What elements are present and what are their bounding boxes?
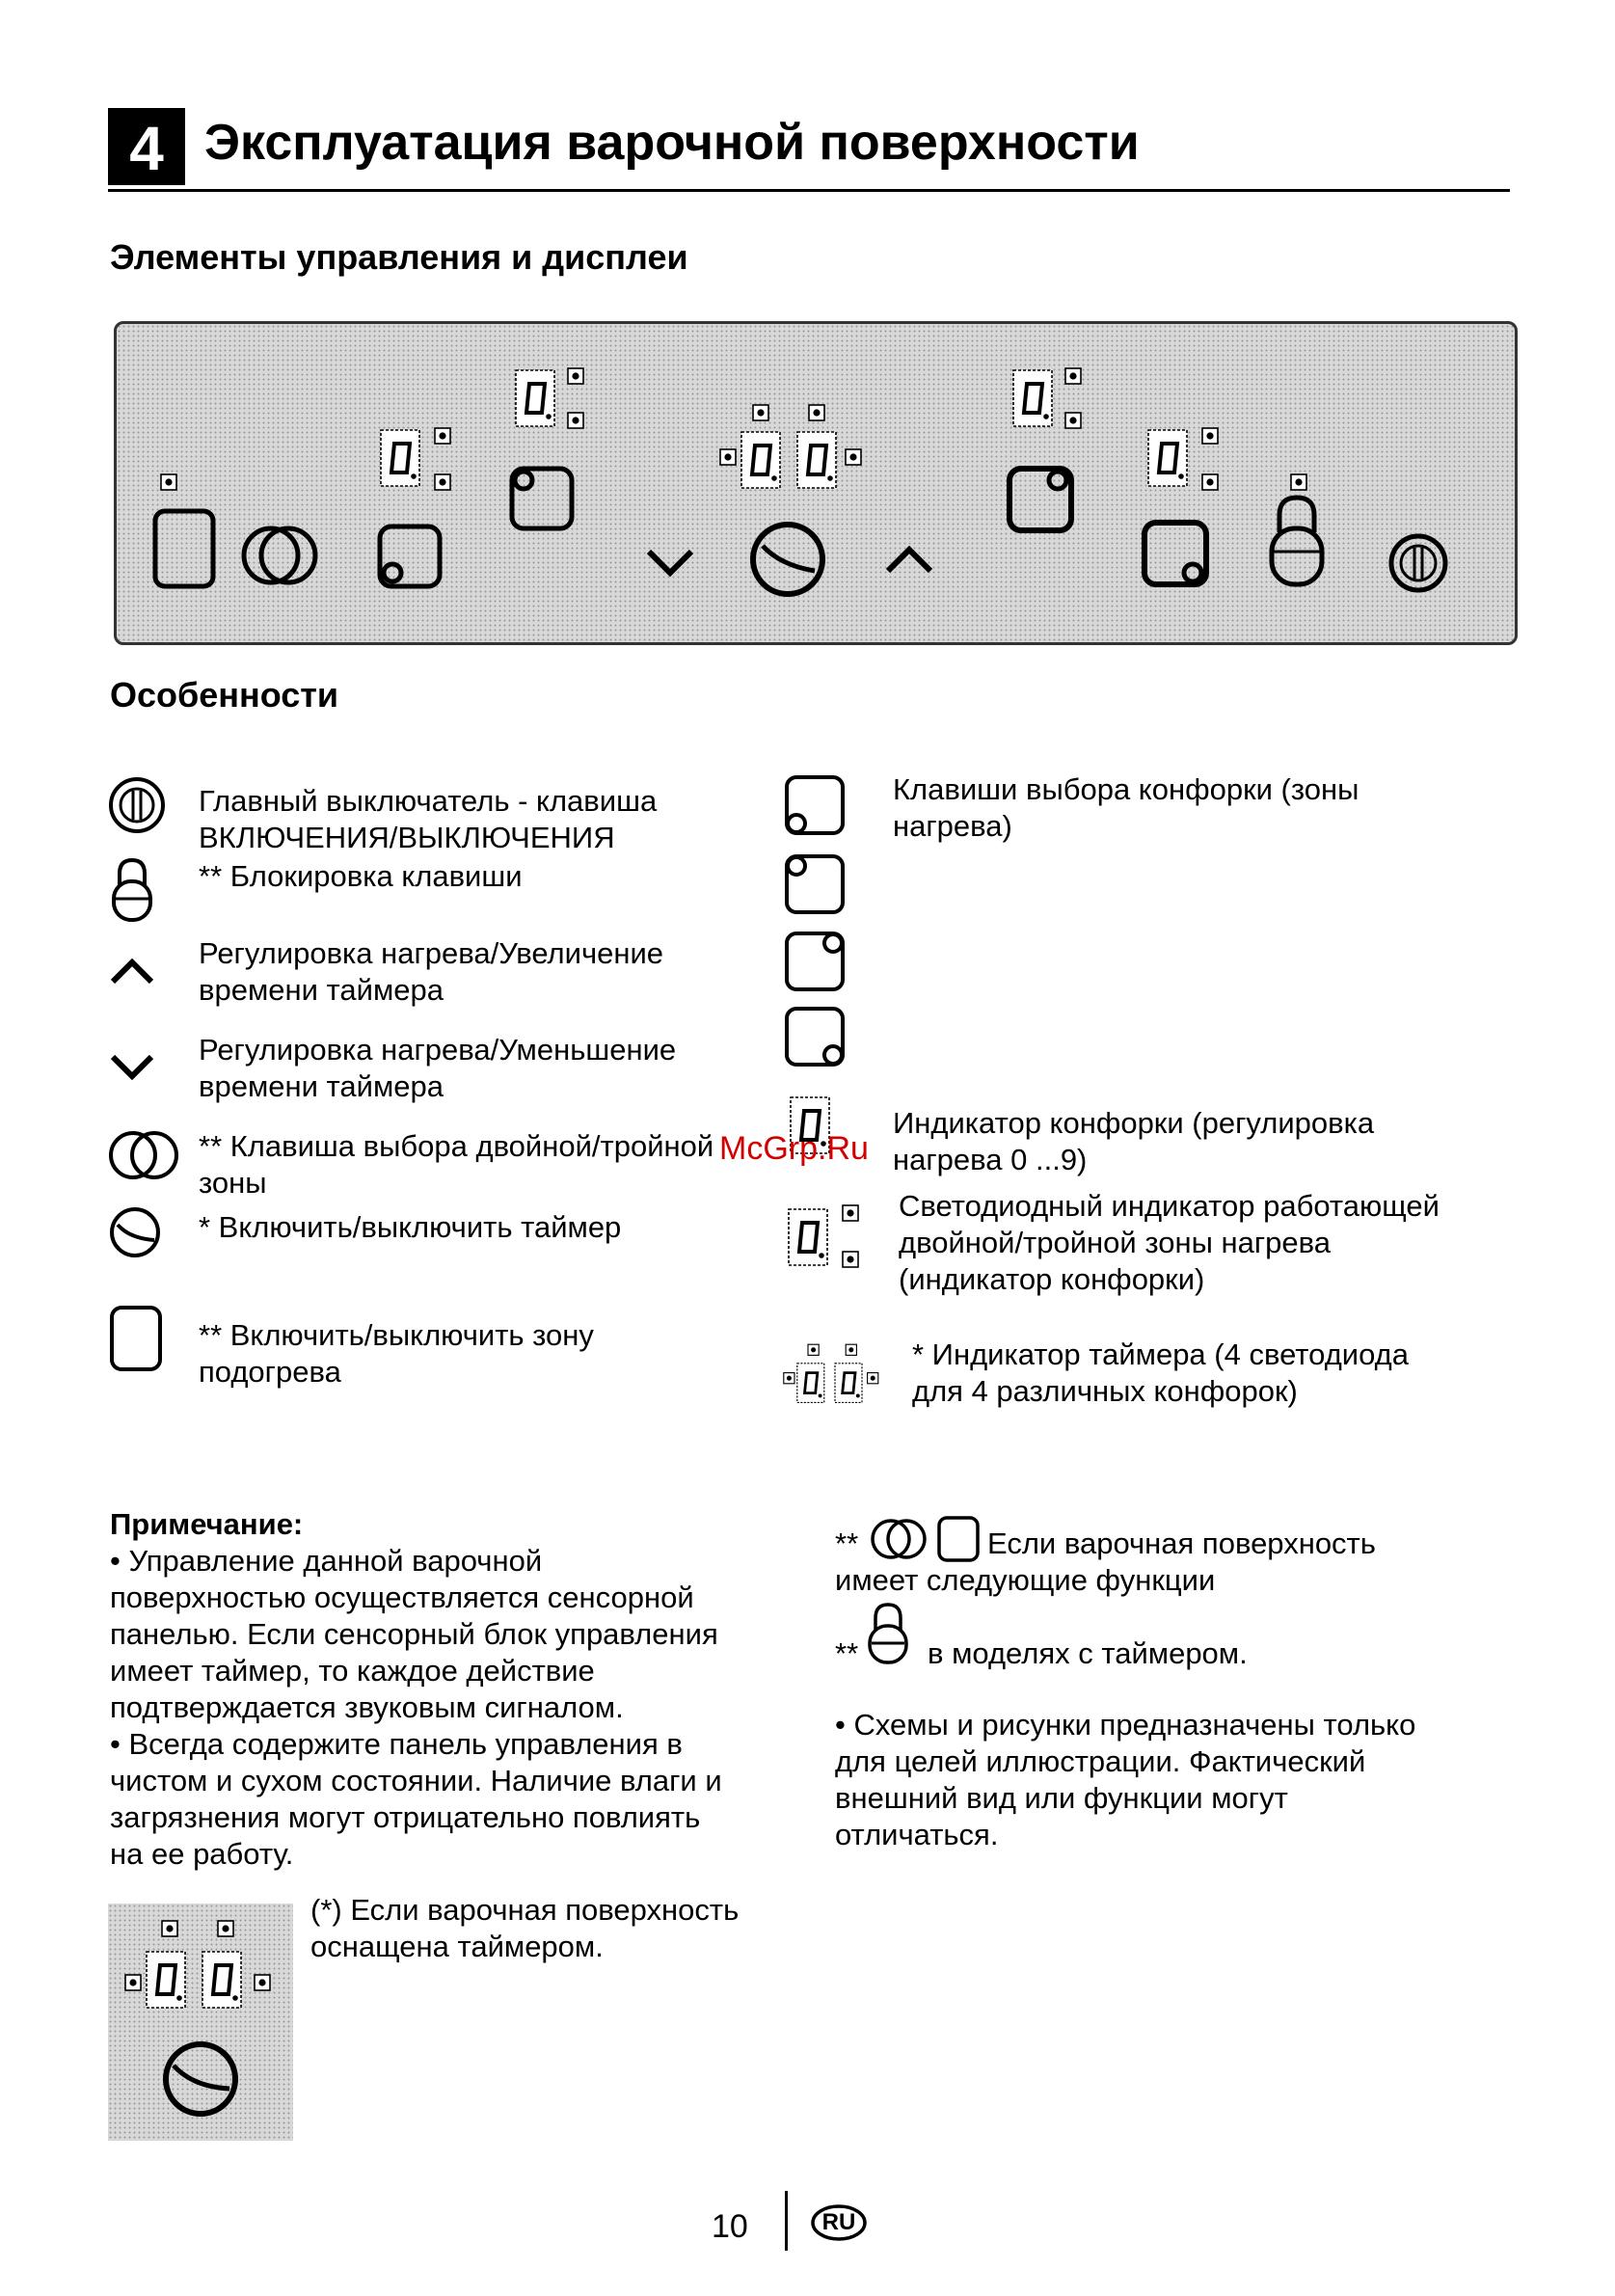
note-right-stars-2: ** [835, 1636, 859, 1670]
note-right-line2: имеет следующие функции [835, 1563, 1216, 1597]
feature-up-text: Регулировка нагрева/Увеличение времени таймера [199, 936, 664, 1007]
timer-indicator-icon [781, 1340, 897, 1419]
zone-indicator-rear-right [1013, 370, 1052, 426]
control-panel [114, 321, 1518, 645]
note-right-line3: в моделях с таймером. [928, 1636, 1248, 1670]
zone-indicator-rear-left [516, 370, 554, 426]
note-title: Примечание: [110, 1507, 304, 1541]
feature-timer-text: * Включить/выключить таймер [199, 1210, 622, 1244]
feature-zone-indicator-text: Индикатор конфорки (регулировка нагрева 0 ...9) [893, 1106, 1375, 1176]
language-badge [810, 2203, 868, 2242]
timer-display-units [797, 432, 836, 488]
controls-heading: Элементы управления и дисплеи [110, 237, 688, 277]
feature-timer-indicator-text: * Индикатор таймера (4 светодиода для 4 различных конфорок) [912, 1337, 1409, 1408]
timer-note: (*) Если варочная поверхность оснащена таймером. [310, 1893, 740, 1963]
power-icon [108, 776, 166, 834]
lock-icon-small [866, 1601, 910, 1666]
timer-icon [108, 1205, 162, 1259]
warming-zone-led [161, 474, 176, 490]
plus-button [888, 550, 930, 571]
lock-icon [110, 856, 154, 924]
page-title: Эксплуатация варочной поверхности [204, 115, 1140, 171]
page-number: 10 [712, 2208, 748, 2245]
zone-indicator-front-left [381, 430, 419, 486]
timer-display-tens [741, 432, 780, 488]
zone-front-right-button [1144, 523, 1206, 584]
note-right-stars-1: ** [835, 1526, 859, 1560]
feature-warming-text: ** Включить/выключить зону подогрева [199, 1318, 594, 1389]
feature-zone-select-text: Клавиши выбора конфорки (зоны нагрева) [893, 772, 1359, 843]
chevron-up-icon [108, 955, 156, 987]
timer-panel-illustration [108, 1904, 293, 2141]
footer-separator [785, 2191, 788, 2251]
note-block: Примечание: • Управление данной варочной поверхностью осуществляется сенсорной панелью. Если сенсорный блок управления имеет таймер, то каждое действие подтверждается звуковым сигналом. • Всегда содержите панель управления в чистом и сухом состоянии. Наличие влаги и загрязнения могут отрицательно повлиять на ее работу. [110, 1507, 722, 1871]
feature-lock-text: ** Блокировка клавиши [199, 859, 523, 893]
zone-select-icons [781, 771, 850, 1070]
chevron-down-icon [108, 1051, 156, 1084]
feature-down-text: Регулировка нагрева/Уменьшение времени таймера [199, 1033, 677, 1103]
feature-power-text: Главный выключатель - клавиша ВКЛЮЧЕНИЯ/ВЫКЛЮЧЕНИЯ [199, 784, 658, 854]
language-code: RU [821, 2209, 856, 2235]
zone-rear-left-button [512, 469, 572, 528]
watermark: McGrp.Ru [719, 1130, 869, 1167]
features-heading: Особенности [110, 675, 339, 715]
note-right-bullet: • Схемы и рисунки предназначены только для целей иллюстрации. Фактический внешний вид или функции могут отличаться. [835, 1708, 1416, 1851]
led-indicator-icon [787, 1200, 868, 1275]
section-header [108, 108, 1510, 192]
note-right-line1: Если варочная поверхность [987, 1526, 1376, 1560]
power-button [1391, 536, 1445, 590]
feature-dual-zone-text: ** Клавиша выбора двойной/тройной зоны [199, 1129, 714, 1200]
zone-rear-right-button [1009, 469, 1071, 530]
warming-zone-button [155, 511, 213, 586]
control-panel-drawing [117, 324, 1515, 642]
section-number: 4 [108, 108, 185, 185]
dual-and-warming-icons [870, 1514, 983, 1564]
feature-led-indicator-text: Светодиодный индикатор работающей двойной/тройной зоны нагрева (индикатор конфорки) [899, 1189, 1440, 1296]
warming-zone-icon [108, 1304, 166, 1373]
dual-zone-icon [108, 1128, 181, 1182]
timer-button [753, 525, 822, 594]
minus-button [649, 552, 691, 573]
zone-indicator-front-right [1148, 430, 1187, 486]
zone-front-left-button [380, 527, 440, 586]
